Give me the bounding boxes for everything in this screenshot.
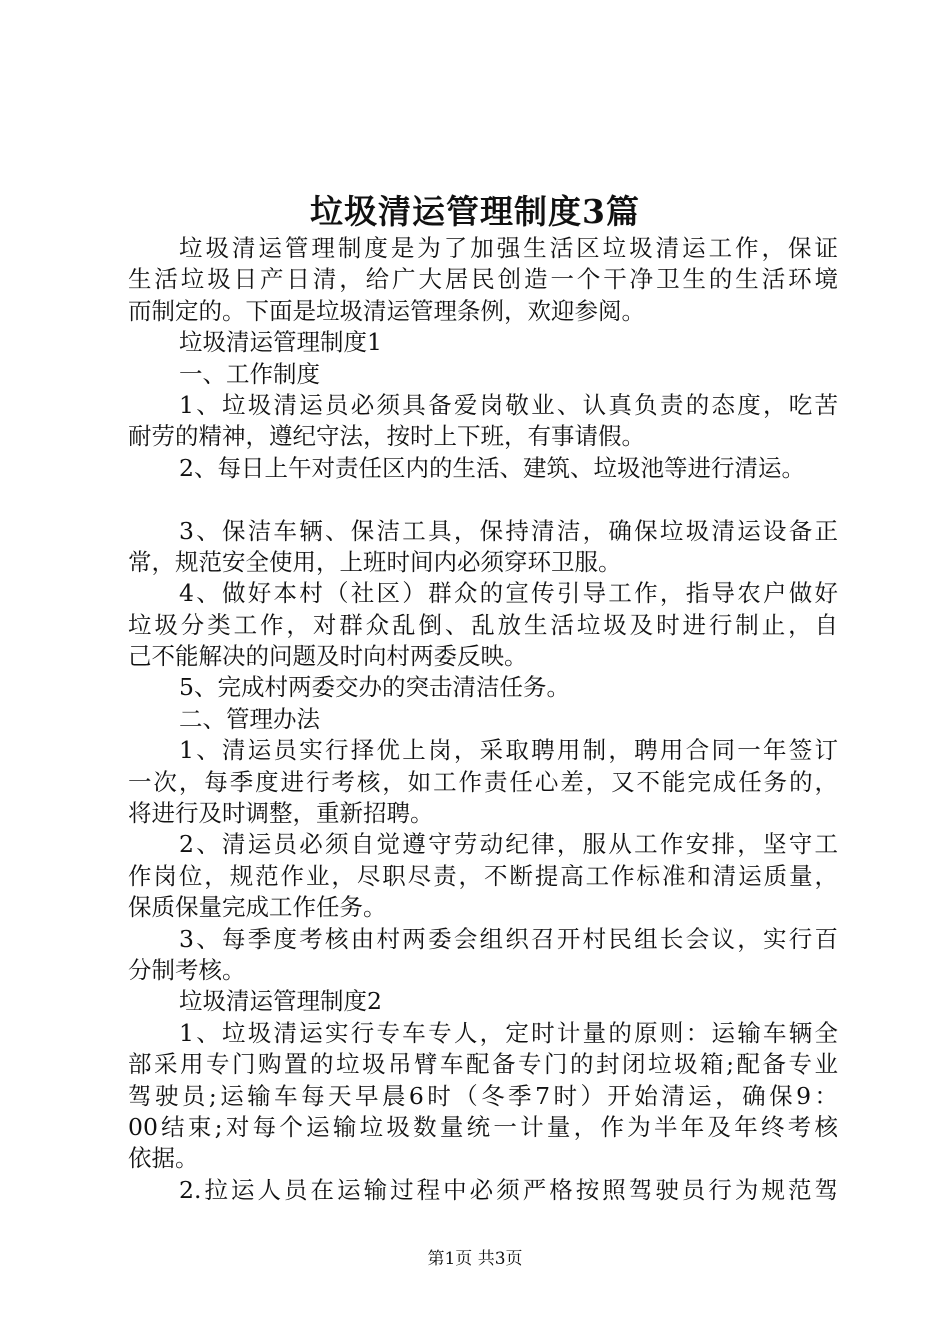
text-line: 二、管理办法 <box>179 704 320 733</box>
text-line: 00结束;对每个运输垃圾数量统一计量，作为半年及年终考核 <box>128 1112 838 1141</box>
text-line: 2、每日上午对责任区内的生活、建筑、垃圾池等进行清运。 <box>179 453 805 482</box>
text-line: 将进行及时调整，重新招聘。 <box>128 799 434 828</box>
text-line: 3、每季度考核由村两委会组织召开村民组长会议，实行百 <box>179 924 838 953</box>
text-line: 垃圾清运管理制度2 <box>179 987 382 1016</box>
text-line: 依据。 <box>128 1144 199 1173</box>
text-line: 3、保洁车辆、保洁工具，保持清洁，确保垃圾清运设备正 <box>179 516 838 545</box>
text-line: 而制定的。下面是垃圾清运管理条例，欢迎参阅。 <box>128 296 645 325</box>
text-line: 生活垃圾日产日清，给广大居民创造一个干净卫生的生活环境 <box>128 265 838 294</box>
text-line: 2.拉运人员在运输过程中必须严格按照驾驶员行为规范驾 <box>179 1175 838 1204</box>
text-line: 驾驶员;运输车每天早晨6时（冬季7时）开始清运，确保9： <box>128 1081 838 1110</box>
text-line: 常，规范安全使用，上班时间内必须穿环卫服。 <box>128 547 622 576</box>
text-line: 1、垃圾清运员必须具备爱岗敬业、认真负责的态度，吃苦 <box>179 390 838 419</box>
text-line: 1、清运员实行择优上岗，采取聘用制，聘用合同一年签订 <box>179 736 838 765</box>
text-line: 垃圾清运管理制度是为了加强生活区垃圾清运工作，保证 <box>179 234 838 262</box>
text-line: 分制考核。 <box>128 955 246 984</box>
text-line: 垃圾分类工作，对群众乱倒、乱放生活垃圾及时进行制止，自 <box>128 610 838 639</box>
text-line: 耐劳的精神，遵纪守法，按时上下班，有事请假。 <box>128 422 645 451</box>
text-line: 一次，每季度进行考核，如工作责任心差，又不能完成任务的， <box>128 767 838 796</box>
text-line: 4、做好本村（社区）群众的宣传引导工作，指导农户做好 <box>179 579 838 608</box>
text-line: 一、工作制度 <box>179 359 320 388</box>
text-line: 作岗位，规范作业，尽职尽责，不断提高工作标准和清运质量， <box>128 861 838 890</box>
page-footer: 第1页 共3页 <box>427 1249 523 1269</box>
blank-line <box>128 484 838 515</box>
text-line: 5、完成村两委交办的突击清洁任务。 <box>179 673 570 702</box>
document-title: 垃圾清运管理制度3篇 <box>310 192 640 231</box>
text-line: 垃圾清运管理制度1 <box>179 328 382 357</box>
text-line: 部采用专门购置的垃圾吊臂车配备专门的封闭垃圾箱;配备专业 <box>128 1050 838 1079</box>
text-line: 己不能解决的问题及时向村两委反映。 <box>128 642 528 671</box>
text-line: 2、清运员必须自觉遵守劳动纪律，服从工作安排，坚守工 <box>179 830 838 859</box>
text-line: 1、垃圾清运实行专车专人，定时计量的原则：运输车辆全 <box>179 1018 838 1047</box>
text-line: 保质保量完成工作任务。 <box>128 893 387 922</box>
document-body <box>128 233 838 1206</box>
